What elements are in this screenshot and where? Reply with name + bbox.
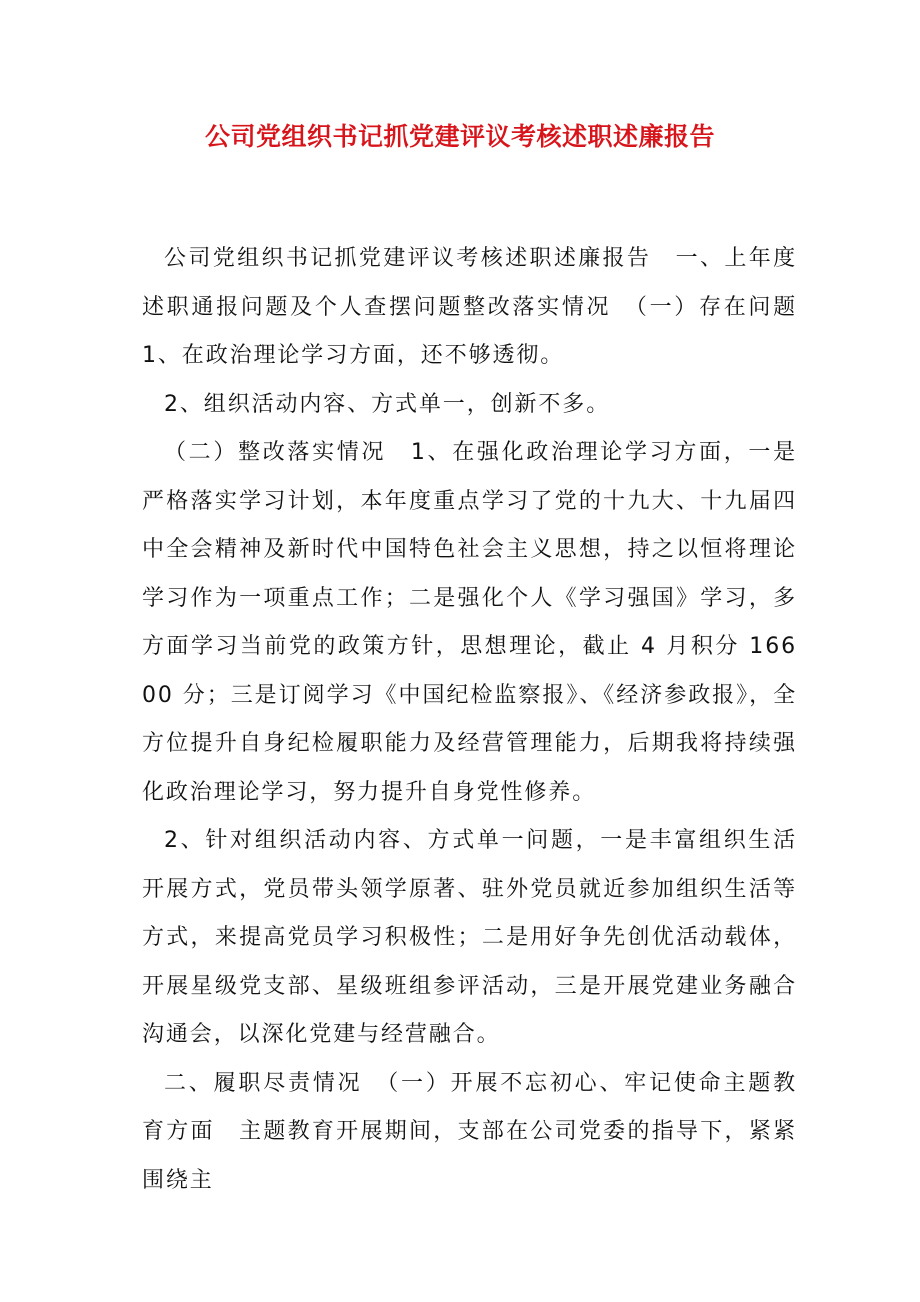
document-body [142,235,821,1205]
paragraph-problem-2: 2、组织活动内容、方式单一，创新不多。 [164,391,611,417]
paragraph-rectification: （二）整改落实情况 1、在强化政治理论学习方面，一是严格落实学习计划，本年度重点学习了党的十九大、十九届四中全会精神及新时代中国特色社会主义思想，持之以恒将理论学习作为一项重点工作；二是强化个人《学习强国》学习，多方面学习当前党的政策方针，思想理论，截止 4 月积分 16600 分；三是订阅学习《中国纪检监察报》、《经济参政报》，全方位提升自身纪检履职能力及经营管理能力，后期我将持续强化政治理论学习，努力提升自身党性修养。 [142,440,797,805]
paragraph-intro: 公司党组织书记抓党建评议考核述职述廉报告 一、上年度述职通报问题及个人查摆问题整改落实情况 （一）存在问题 1、在政治理论学习方面，还不够透彻。 [142,246,821,368]
document-title: 公司党组织书记抓党建评议考核述职述廉报告 [204,122,715,151]
paragraph-duty-performance: 二、履职尽责情况 （一）开展不忘初心、牢记使命主题教育方面 主题教育开展期间，支部在公司党委的指导下，紧紧围绕主 [142,1070,797,1193]
paragraph-organization-activities: 2、针对组织活动内容、方式单一问题，一是丰富组织生活开展方式，党员带头领学原著、驻外党员就近参加组织生活等方式，来提高党员学习积极性；二是用好争先创优活动载体，开展星级党支部、星级班组参评活动，三是开展党建业务融合沟通会，以深化党建与经营融合。 [142,828,797,1047]
